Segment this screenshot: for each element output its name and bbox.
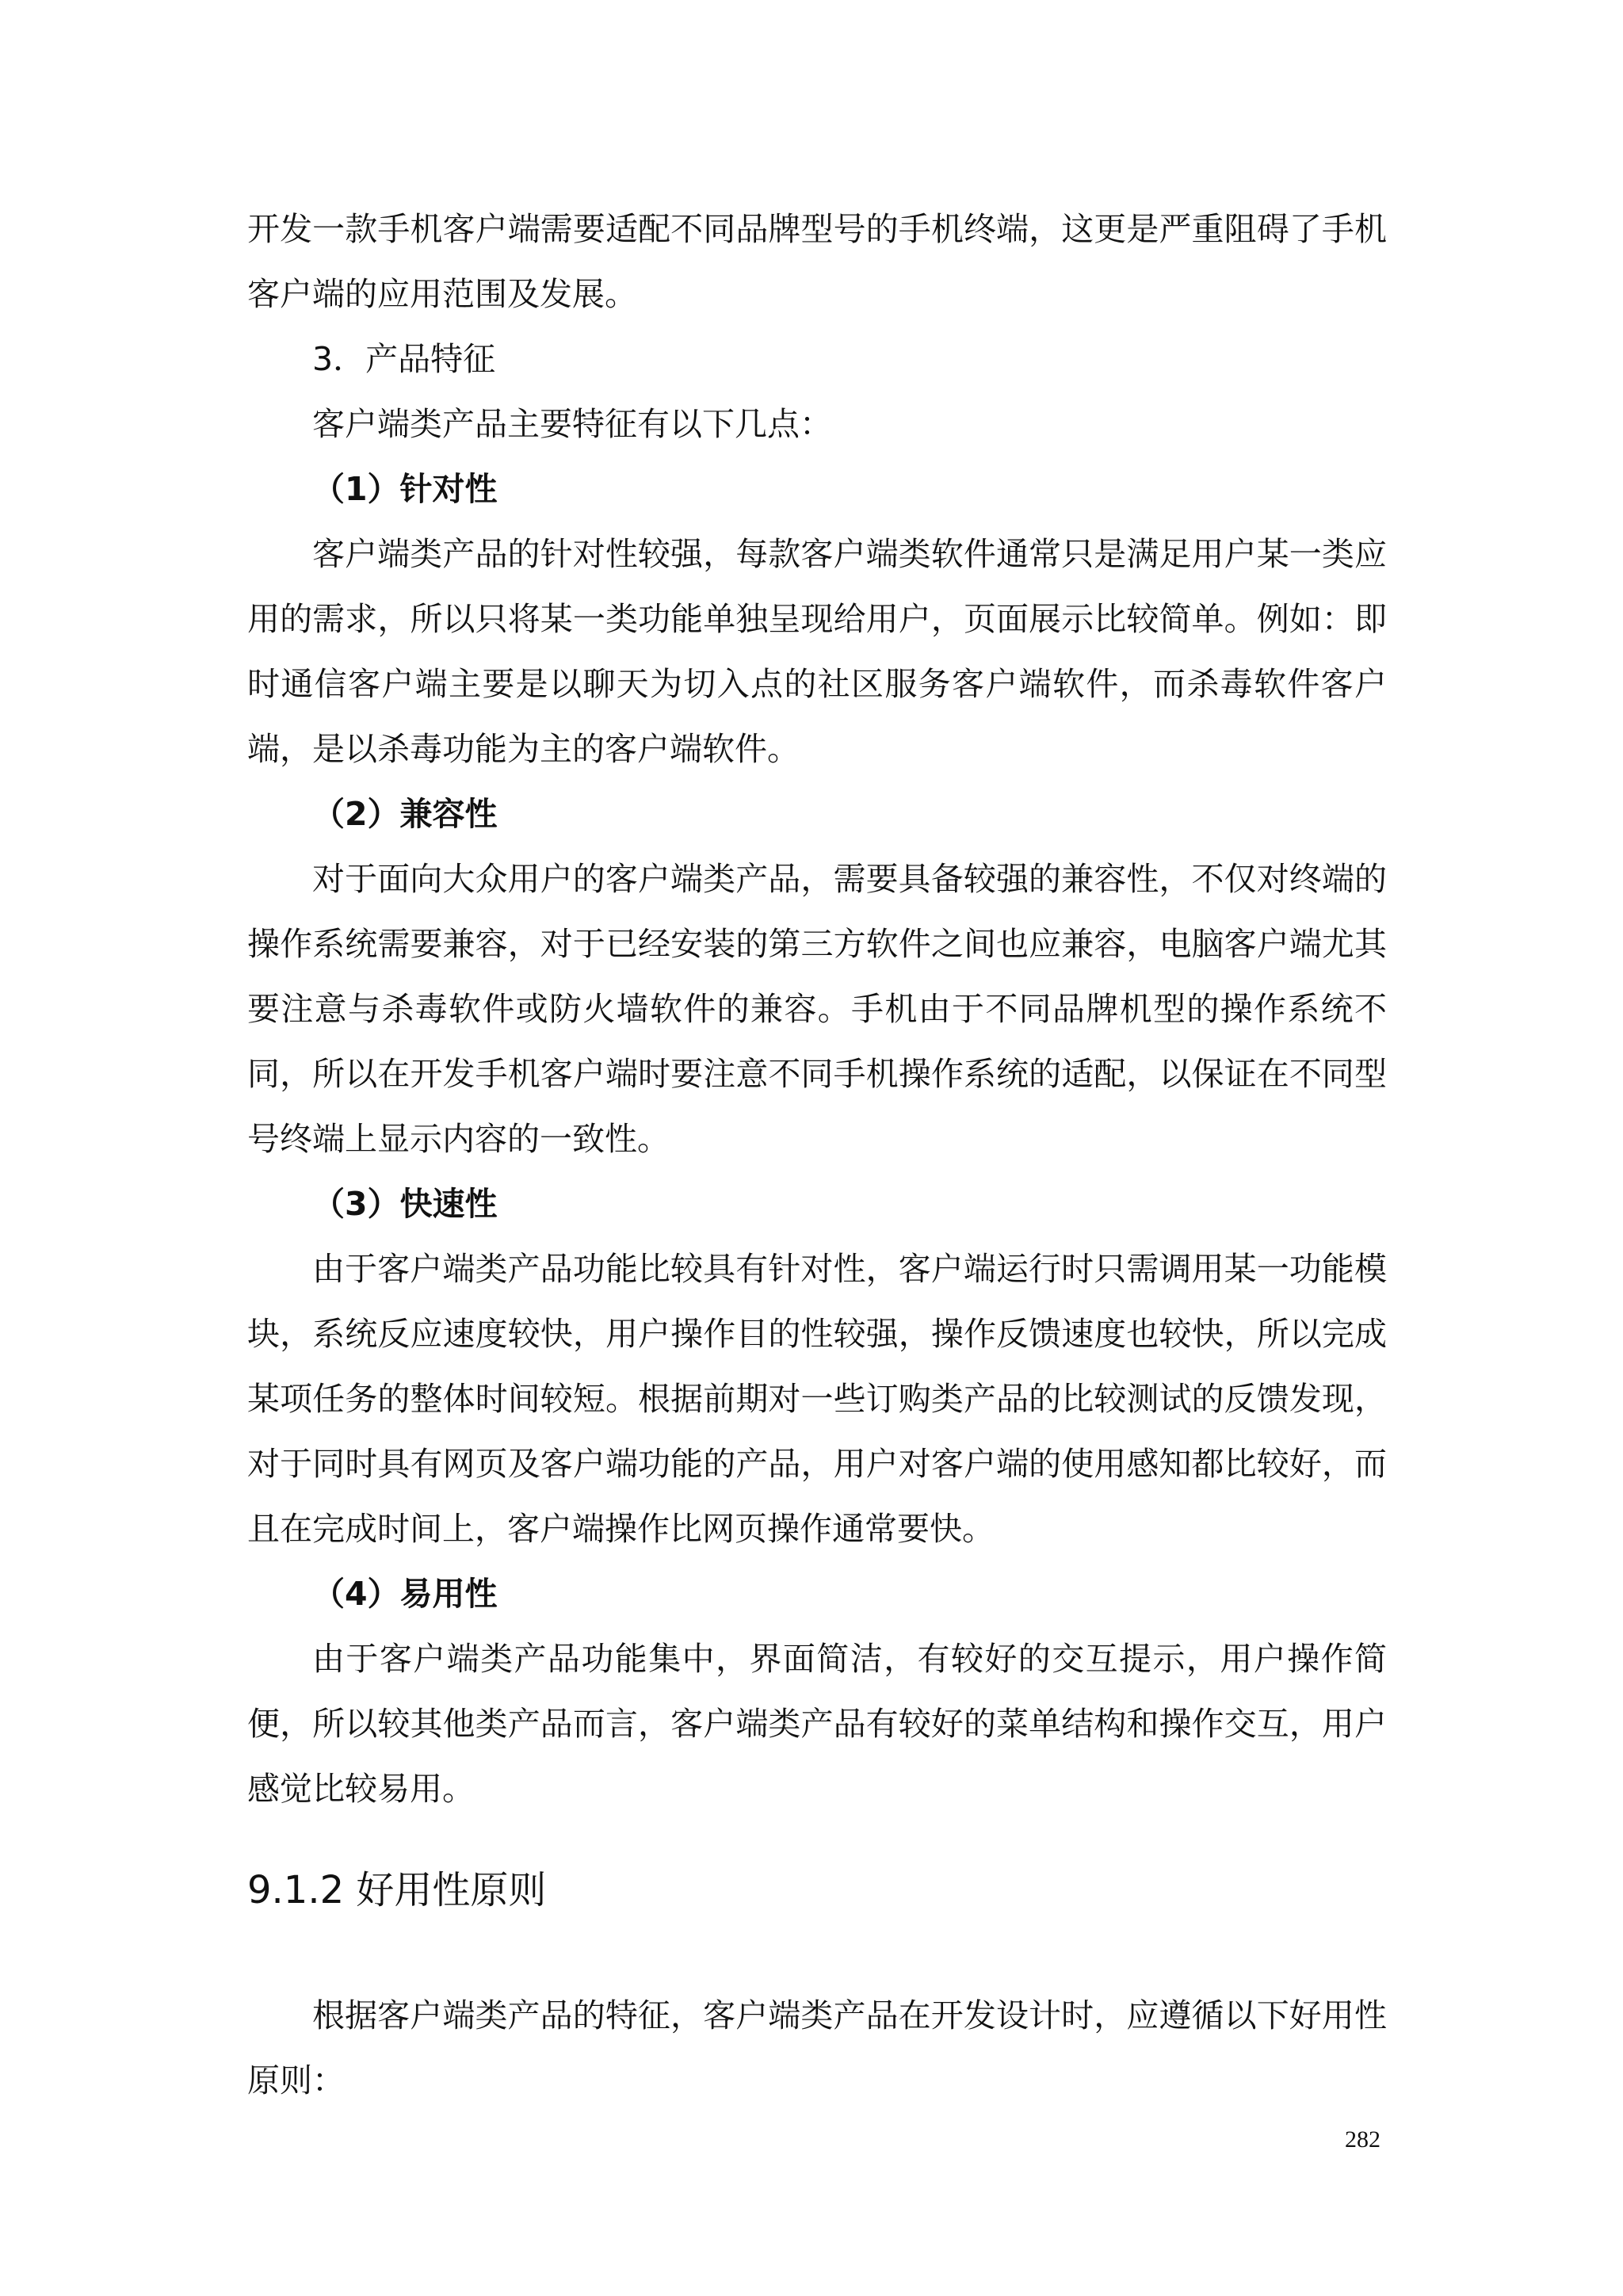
heading-ease-of-use: （4）易用性 (312, 1575, 498, 1613)
page-number: 282 (1345, 2126, 1381, 2153)
heading-product-features: 3．产品特征 (312, 340, 496, 378)
paragraph-features-intro: 客户端类产品主要特征有以下几点： (312, 405, 832, 443)
paragraph-principles-intro: 根据客户端类产品的特征，客户端类产品在开发设计时，应遵循以下好用性原则： (247, 1996, 1387, 2099)
paragraph-ease-of-use: 由于客户端类产品功能集中，界面简洁，有较好的交互提示，用户操作简便，所以较其他类产品而言，客户端类产品有较好的菜单结构和操作交互，用户感觉比较易用。 (247, 1640, 1387, 1808)
heading-compatibility: （2）兼容性 (312, 795, 498, 833)
heading-speed: （3）快速性 (312, 1185, 498, 1223)
paragraph-speed: 由于客户端类产品功能比较具有针对性，客户端运行时只需调用某一功能模块，系统反应速度较快，用户操作目的性较强，操作反馈速度也较快，所以完成某项任务的整体时间较短。根据前期对一些订购类产品的比较测试的反馈发现，对于同时具有网页及客户端功能的产品，用户对客户端的使用感知都比较好，而且在完成时间上，客户端操作比网页操作通常要快。 (247, 1250, 1387, 1548)
paragraph-compatibility: 对于面向大众用户的客户端类产品，需要具备较强的兼容性，不仅对终端的操作系统需要兼容，对于已经安装的第三方软件之间也应兼容，电脑客户端尤其要注意与杀毒软件或防火墙软件的兼容。手机由于不同品牌机型的操作系统不同，所以在开发手机客户端时要注意不同手机操作系统的适配，以保证在不同型号终端上显示内容的一致性。 (247, 860, 1387, 1158)
paragraph-targeted: 客户端类产品的针对性较强，每款客户端类软件通常只是满足用户某一类应用的需求，所以只将某一类功能单独呈现给用户，页面展示比较简单。例如：即时通信客户端主要是以聊天为切入点的社区服务客户端软件，而杀毒软件客户端，是以杀毒功能为主的客户端软件。 (247, 535, 1387, 768)
section-title-usability-principles: 9.1.2 好用性原则 (247, 1868, 547, 1912)
heading-targeted: （1）针对性 (312, 470, 498, 508)
paragraph-intro-continuation: 开发一款手机客户端需要适配不同品牌型号的手机终端，这更是严重阻碍了手机客户端的应用范围及发展。 (247, 210, 1387, 313)
